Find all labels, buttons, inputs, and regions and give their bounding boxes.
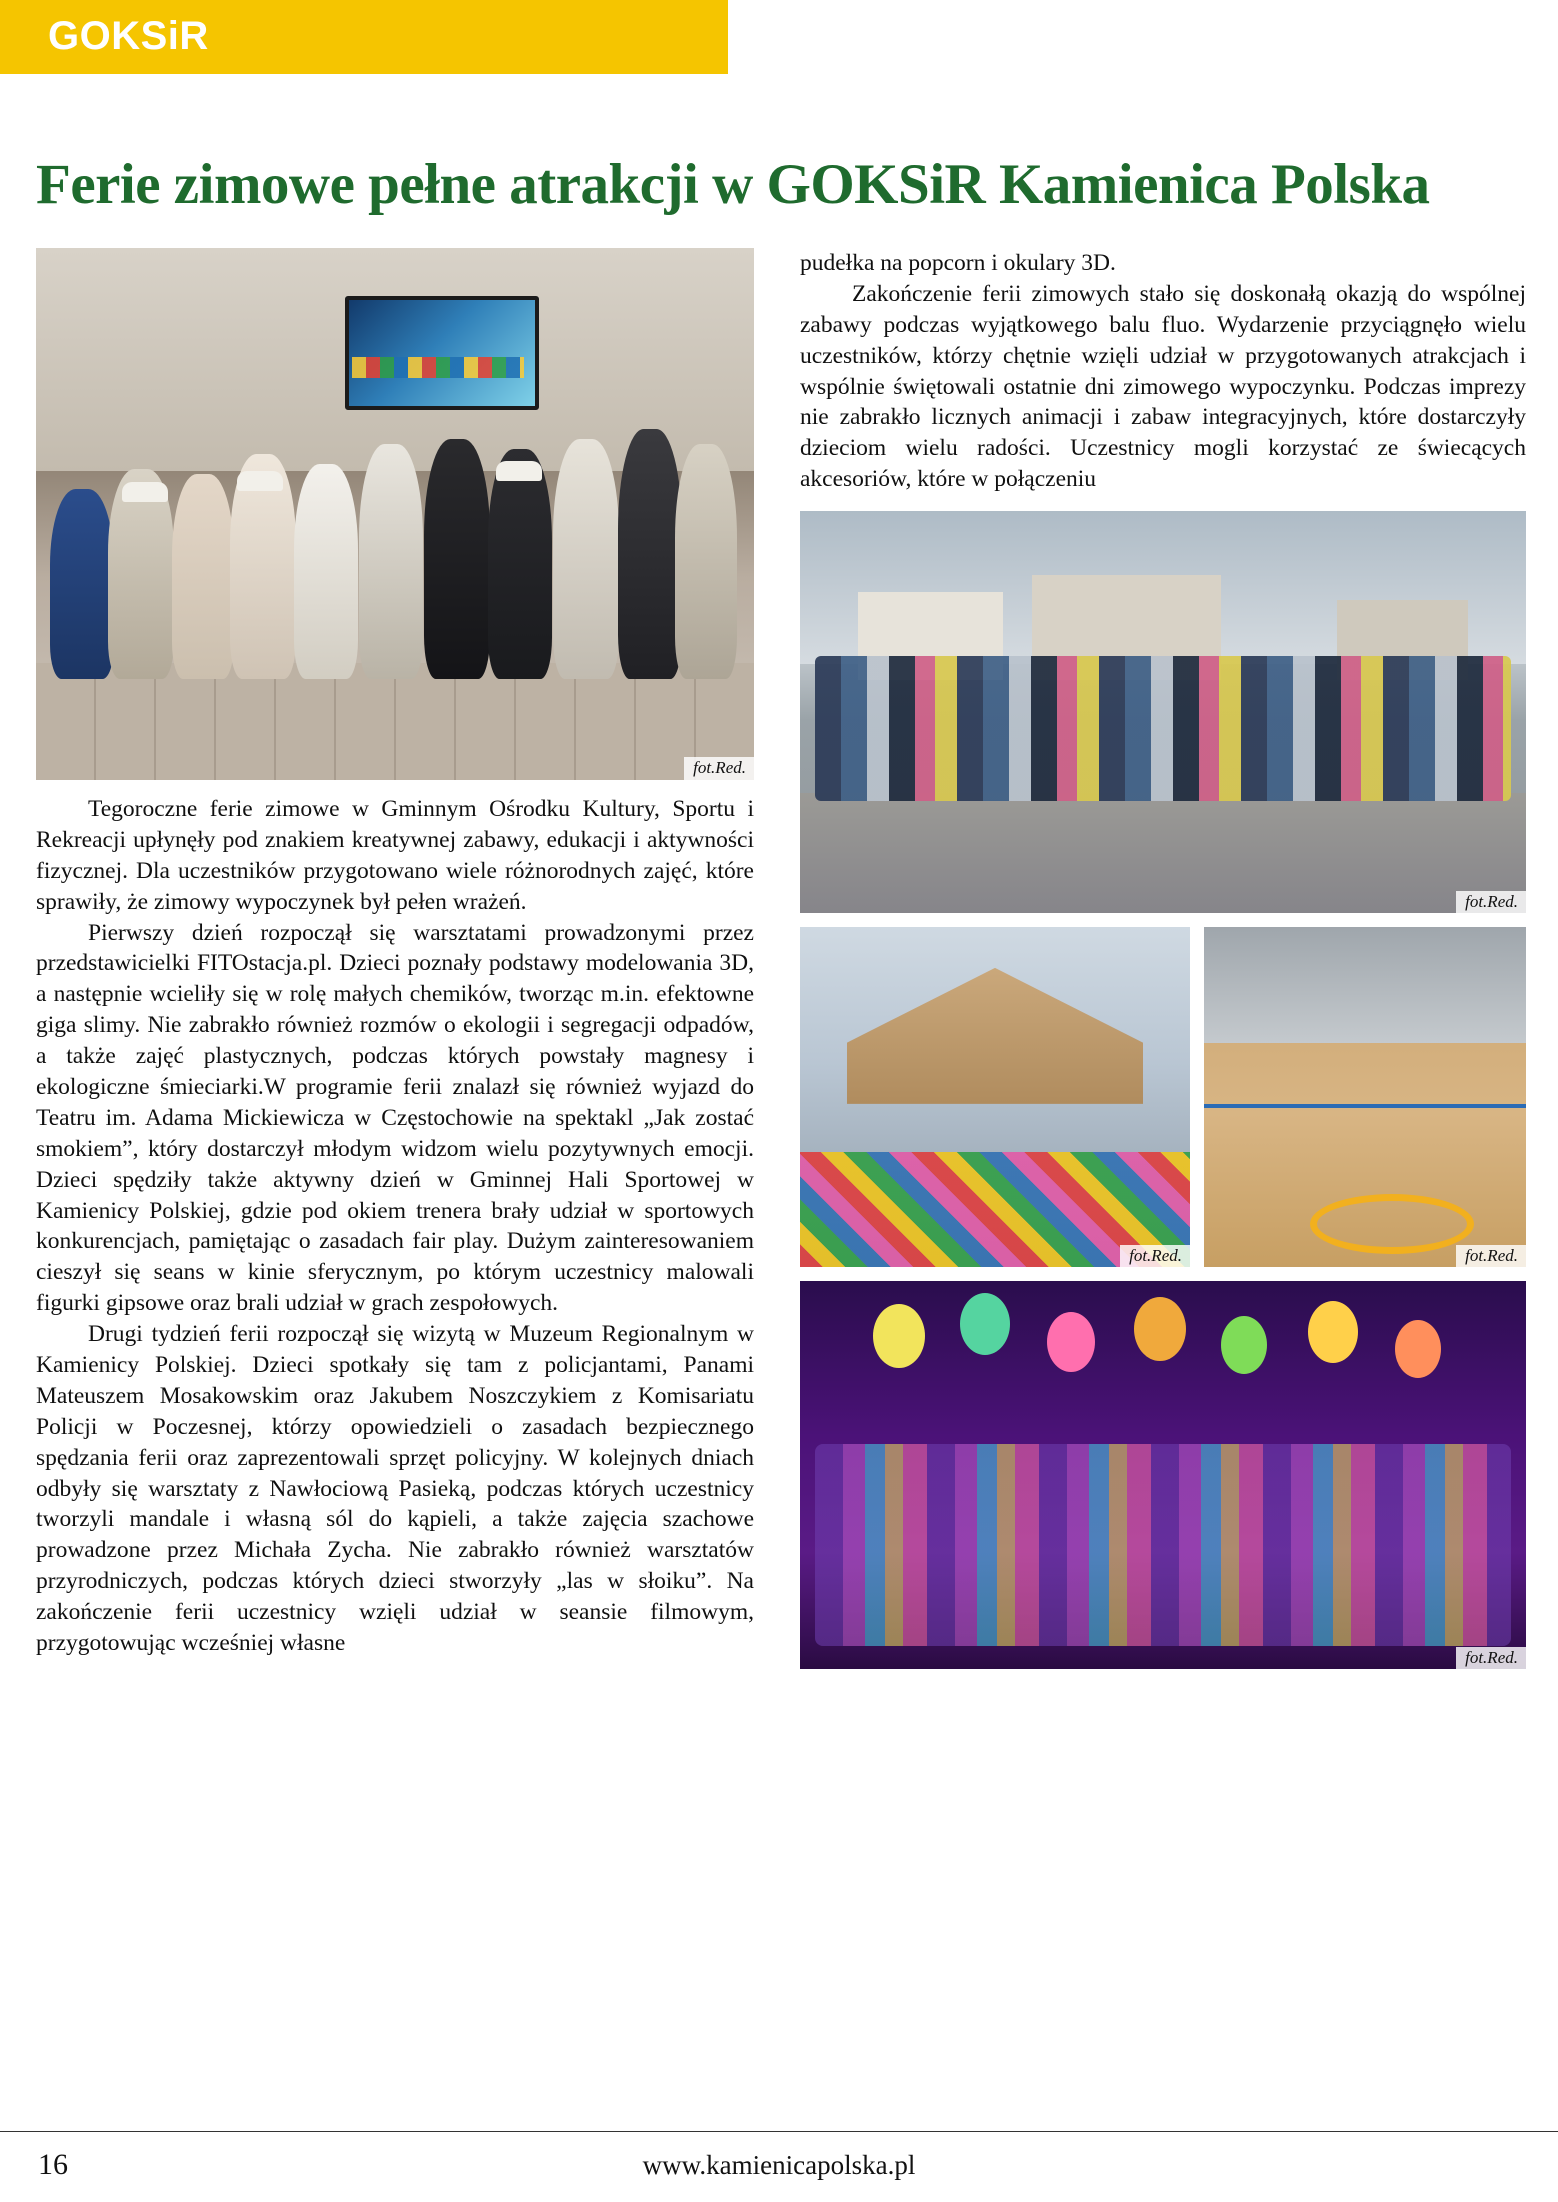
photo-person (359, 444, 423, 679)
photo-paper-hat (496, 461, 542, 481)
photo-hula-hoop (1310, 1194, 1474, 1254)
right-column (800, 248, 1526, 1669)
right-column-text (800, 248, 1526, 495)
paragraph: Tegoroczne ferie zimowe w Gminnym Ośrodku Kultury, Sportu i Rekreacji upłynęły pod znakiem kreatywnej zabawy, edukacji i aktywności fizycznej. Dla uczestników przygotowano wiele różnorodnych zajęć, które sprawiły, że zimowy wypoczynek był pełen wrażeń. (36, 796, 754, 915)
page-title: Ferie zimowe pełne atrakcji w GOKSiR Kamienica Polska (36, 153, 1430, 217)
paragraph: pudełka na popcorn i okulary 3D. (800, 250, 1116, 276)
paragraph: Drugi tydzień ferii rozpoczął się wizytą w Muzeum Regionalnym w Kamienicy Polskiej. Dzieci spotkały się tam z policjantami, Panami Mateuszem Mosakowskim oraz Jakubem Noszczykiem z Komisariatu Policji w Poczesnej, którzy opowiedzieli o zasadach bezpiecznego spędzania ferii oraz zaprezentowali sprzęt policyjny. W kolejnych dniach odbyły się warsztaty z Nawłociową Pasieką, podczas których uczestnicy tworzyli mandale i własną sól do kąpieli, a także zajęcia szachowe prowadzone przez Michała Zycha. Nie zabrakło również warsztatów przyrodniczych, podczas których dzieci stworzyły „las w słoiku”. Na zakończenie ferii uczestnicy wzięli udział w seansie filmowym, przygotowując wcześniej własne (36, 1321, 754, 1657)
photo-tv-icon-strip (352, 357, 524, 378)
photo-row (800, 927, 1526, 1267)
masthead-label: GOKSiR (48, 14, 209, 58)
photo-person (424, 439, 490, 679)
photo-floor (36, 663, 754, 780)
photo-cardboard-tent (847, 968, 1143, 1104)
photo-gym-children (1204, 927, 1526, 1267)
photo-balloon (1047, 1312, 1095, 1372)
photo-party-crowd (815, 1444, 1512, 1646)
photo-balloon (1134, 1297, 1186, 1361)
photo-credit: fot.Red. (1456, 1245, 1526, 1268)
left-column-text (36, 794, 754, 1659)
photo-balloon (960, 1293, 1010, 1355)
photo-balloon (873, 1304, 925, 1368)
photo-gym-wall (1204, 927, 1526, 1043)
photo-group-outdoors (800, 511, 1526, 913)
photo-ground (800, 793, 1526, 914)
photo-credit: fot.Red. (684, 757, 754, 780)
photo-person (172, 474, 234, 679)
masthead-bar (0, 0, 728, 74)
photo-credit: fot.Red. (1456, 891, 1526, 914)
paragraph: Pierwszy dzień rozpoczął się warsztatami prowadzonymi przez przedstawicielki FITOstacja.pl. Dzieci poznały podstawy modelowania 3D, a następnie wcieliły się w rolę małych chemików, tworząc m.in. efektowne giga slimy. Nie zabrakło również rozmów o ekologii i segregacji odpadów, a także zajęć plastycznych, podczas których powstały magnesy i ekologiczne śmieciarki.W programie ferii znalazł się również wyjazd do Teatru im. Adama Mickiewicza w Częstochowie na spektakl „Jak zostać smokiem”, który dostarczył młodym widzom wielu pozytywnych emocji. Dzieci spędziły także aktywny dzień w Gminnej Hali Sportowej w Kamienicy Polskiej, gdzie pod okiem trenera brały udział w sportowych konkurencjach, pamiętając o zasadach fair play. Dużym zainteresowaniem cieszył się seans w kinie sferycznym, po którym uczestnicy malowali figurki gipsowe oraz brali udział w grach zespołowych. (36, 919, 754, 1317)
photo-balloon (1395, 1320, 1441, 1378)
page-footer (0, 2131, 1558, 2202)
paragraph: Zakończenie ferii zimowych stało się doskonałą okazją do wspólnej zabawy podczas wyjątkowego balu fluo. Wydarzenie przyciągnęło wielu uczestników, którzy chętnie wzięli udział w przygotowanych atrakcjach i wspólnie świętowali ostatnie dni zimowego wypoczynku. Podczas imprezy nie zabrakło licznych animacji i zabaw integracyjnych, które dostarczyły dzieciom wielu radości. Uczestnicy mogli korzystać ze świecących akcesoriów, które w połączeniu (800, 280, 1526, 493)
photo-credit: fot.Red. (1120, 1245, 1190, 1268)
photo-person (675, 444, 737, 679)
page-number: 16 (38, 2148, 68, 2181)
photo-credit: fot.Red. (1456, 1647, 1526, 1670)
photo-person (50, 489, 114, 679)
photo-person (618, 429, 682, 679)
photo-fluo-party (800, 1281, 1526, 1669)
photo-crowd (815, 656, 1512, 801)
photo-balloon (1221, 1316, 1267, 1374)
photo-paper-hat (122, 482, 168, 502)
left-column (36, 248, 754, 1659)
photo-paper-hat (237, 471, 283, 491)
photo-person (294, 464, 358, 679)
photo-person (488, 449, 552, 679)
photo-person (553, 439, 619, 679)
photo-craft-workshop (800, 927, 1190, 1267)
photo-court-line (1204, 1104, 1526, 1108)
photo-tv-screen (345, 296, 540, 410)
photo-kids-with-3d-glasses (36, 248, 754, 780)
footer-website-url: www.kamienicapolska.pl (642, 2150, 916, 2180)
photo-balloon (1308, 1301, 1358, 1363)
